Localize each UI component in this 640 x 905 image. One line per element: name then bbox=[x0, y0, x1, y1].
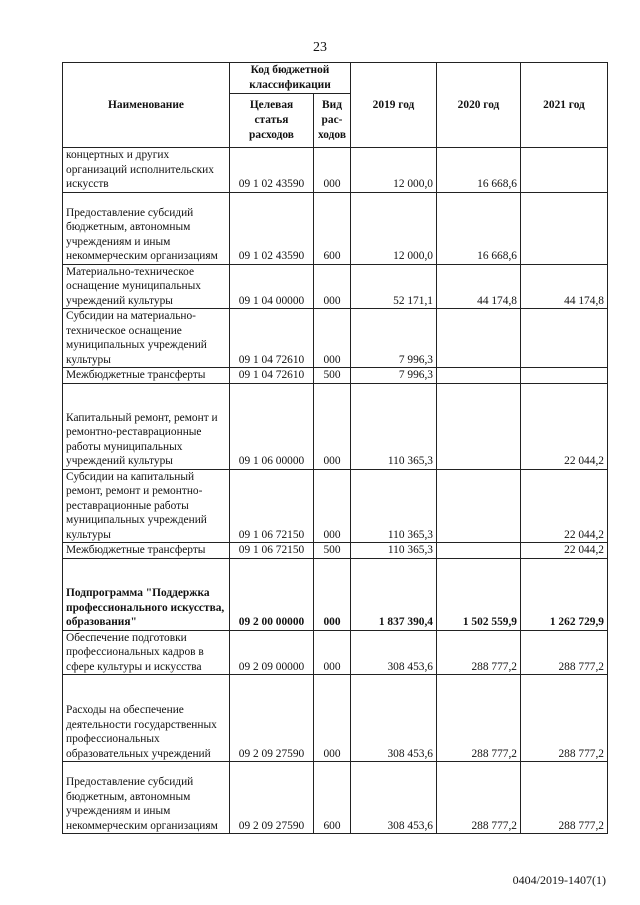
table-row bbox=[63, 309, 608, 368]
row-value-2021-cell: 1 262 729,9 bbox=[521, 558, 608, 630]
row-value-2021-cell: 288 777,2 bbox=[521, 630, 608, 675]
table-row bbox=[63, 148, 608, 193]
row-value-2019-cell: 110 365,3 bbox=[351, 543, 437, 559]
table-row bbox=[63, 368, 608, 384]
table-row bbox=[63, 762, 608, 834]
row-value-2020-cell bbox=[437, 368, 521, 384]
header-year-2019: 2019 год bbox=[351, 63, 437, 148]
row-name-cell: Предоставление субсидий бюджетным, автономным учреждениям и иным некоммерческим организациям bbox=[63, 762, 230, 834]
row-name-cell: Материально-техническое оснащение муниципальных учреждений культуры bbox=[63, 264, 230, 309]
table-header bbox=[63, 63, 608, 148]
row-name-cell: Подпрограмма "Поддержка профессионального искусства, образования" bbox=[63, 558, 230, 630]
row-target-article-cell: 09 1 02 43590 bbox=[230, 148, 314, 193]
row-value-2020-cell: 288 777,2 bbox=[437, 675, 521, 762]
document-id: 0404/2019-1407(1) bbox=[512, 873, 606, 887]
table-row bbox=[63, 543, 608, 559]
table-body bbox=[63, 148, 608, 834]
table-row bbox=[63, 469, 608, 543]
row-value-2021-cell bbox=[521, 368, 608, 384]
row-value-2020-cell bbox=[437, 383, 521, 469]
header-code-group: Код бюджетной классификации bbox=[230, 63, 351, 94]
row-expense-type-cell: 600 bbox=[314, 762, 351, 834]
row-name-cell: Предоставление субсидий бюджетным, автономным учреждениям и иным некоммерческим организациям bbox=[63, 192, 230, 264]
row-value-2021-cell: 22 044,2 bbox=[521, 383, 608, 469]
row-expense-type-cell: 000 bbox=[314, 558, 351, 630]
row-expense-type-cell: 600 bbox=[314, 192, 351, 264]
row-value-2019-cell: 308 453,6 bbox=[351, 630, 437, 675]
row-value-2020-cell: 288 777,2 bbox=[437, 762, 521, 834]
row-value-2019-cell: 110 365,3 bbox=[351, 383, 437, 469]
header-name: Наименование bbox=[63, 63, 230, 148]
row-value-2019-cell: 52 171,1 bbox=[351, 264, 437, 309]
row-name-cell: Межбюджетные трансферты bbox=[63, 368, 230, 384]
table-row bbox=[63, 264, 608, 309]
row-value-2020-cell bbox=[437, 543, 521, 559]
row-name-cell: Межбюджетные трансферты bbox=[63, 543, 230, 559]
row-target-article-cell: 09 1 04 72610 bbox=[230, 309, 314, 368]
row-value-2019-cell: 12 000,0 bbox=[351, 148, 437, 193]
table-row bbox=[63, 192, 608, 264]
row-target-article-cell: 09 1 06 00000 bbox=[230, 383, 314, 469]
row-value-2021-cell bbox=[521, 148, 608, 193]
row-value-2020-cell: 16 668,6 bbox=[437, 192, 521, 264]
row-value-2019-cell: 12 000,0 bbox=[351, 192, 437, 264]
row-expense-type-cell: 500 bbox=[314, 543, 351, 559]
header-year-2021: 2021 год bbox=[521, 63, 608, 148]
row-expense-type-cell: 000 bbox=[314, 383, 351, 469]
row-value-2019-cell: 7 996,3 bbox=[351, 309, 437, 368]
row-name-cell: Расходы на обеспечение деятельности государственных профессиональных образовательных учреждений bbox=[63, 675, 230, 762]
table-row bbox=[63, 383, 608, 469]
row-value-2019-cell: 308 453,6 bbox=[351, 762, 437, 834]
row-value-2021-cell: 22 044,2 bbox=[521, 469, 608, 543]
row-target-article-cell: 09 1 02 43590 bbox=[230, 192, 314, 264]
row-name-cell: Субсидии на капитальный ремонт, ремонт и ремонтно-реставрационные работы муниципальных учреждений культуры bbox=[63, 469, 230, 543]
row-expense-type-cell: 500 bbox=[314, 368, 351, 384]
table-row bbox=[63, 558, 608, 630]
page-number: 23 bbox=[313, 40, 327, 55]
row-value-2020-cell: 44 174,8 bbox=[437, 264, 521, 309]
row-expense-type-cell: 000 bbox=[314, 309, 351, 368]
row-name-cell: Обеспечение подготовки профессиональных кадров в сфере культуры и искусства bbox=[63, 630, 230, 675]
row-value-2021-cell: 288 777,2 bbox=[521, 675, 608, 762]
row-target-article-cell: 09 2 00 00000 bbox=[230, 558, 314, 630]
row-name-cell: Капитальный ремонт, ремонт и ремонтно-реставрационные работы муниципальных учреждений культуры bbox=[63, 383, 230, 469]
header-target-article: Целевая статья расходов bbox=[230, 94, 314, 148]
row-value-2020-cell: 1 502 559,9 bbox=[437, 558, 521, 630]
row-value-2019-cell: 308 453,6 bbox=[351, 675, 437, 762]
table-row bbox=[63, 675, 608, 762]
row-value-2019-cell: 110 365,3 bbox=[351, 469, 437, 543]
row-value-2021-cell: 22 044,2 bbox=[521, 543, 608, 559]
row-expense-type-cell: 000 bbox=[314, 264, 351, 309]
table-row bbox=[63, 630, 608, 675]
row-expense-type-cell: 000 bbox=[314, 148, 351, 193]
row-expense-type-cell: 000 bbox=[314, 675, 351, 762]
header-year-2020: 2020 год bbox=[437, 63, 521, 148]
row-target-article-cell: 09 1 04 00000 bbox=[230, 264, 314, 309]
row-expense-type-cell: 000 bbox=[314, 630, 351, 675]
row-value-2021-cell bbox=[521, 309, 608, 368]
header-expense-type: Вид рас-ходов bbox=[314, 94, 351, 148]
row-value-2019-cell: 1 837 390,4 bbox=[351, 558, 437, 630]
row-expense-type-cell: 000 bbox=[314, 469, 351, 543]
row-target-article-cell: 09 1 04 72610 bbox=[230, 368, 314, 384]
row-value-2021-cell: 288 777,2 bbox=[521, 762, 608, 834]
row-name-cell: концертных и других организаций исполнительских искусств bbox=[63, 148, 230, 193]
row-value-2020-cell bbox=[437, 469, 521, 543]
row-value-2020-cell: 288 777,2 bbox=[437, 630, 521, 675]
row-target-article-cell: 09 1 06 72150 bbox=[230, 469, 314, 543]
row-target-article-cell: 09 2 09 27590 bbox=[230, 762, 314, 834]
budget-table bbox=[62, 62, 608, 834]
row-value-2020-cell: 16 668,6 bbox=[437, 148, 521, 193]
row-name-cell: Субсидии на материально-техническое оснащение муниципальных учреждений культуры bbox=[63, 309, 230, 368]
row-target-article-cell: 09 2 09 00000 bbox=[230, 630, 314, 675]
row-value-2021-cell: 44 174,8 bbox=[521, 264, 608, 309]
row-target-article-cell: 09 1 06 72150 bbox=[230, 543, 314, 559]
row-value-2020-cell bbox=[437, 309, 521, 368]
row-target-article-cell: 09 2 09 27590 bbox=[230, 675, 314, 762]
row-value-2021-cell bbox=[521, 192, 608, 264]
row-value-2019-cell: 7 996,3 bbox=[351, 368, 437, 384]
